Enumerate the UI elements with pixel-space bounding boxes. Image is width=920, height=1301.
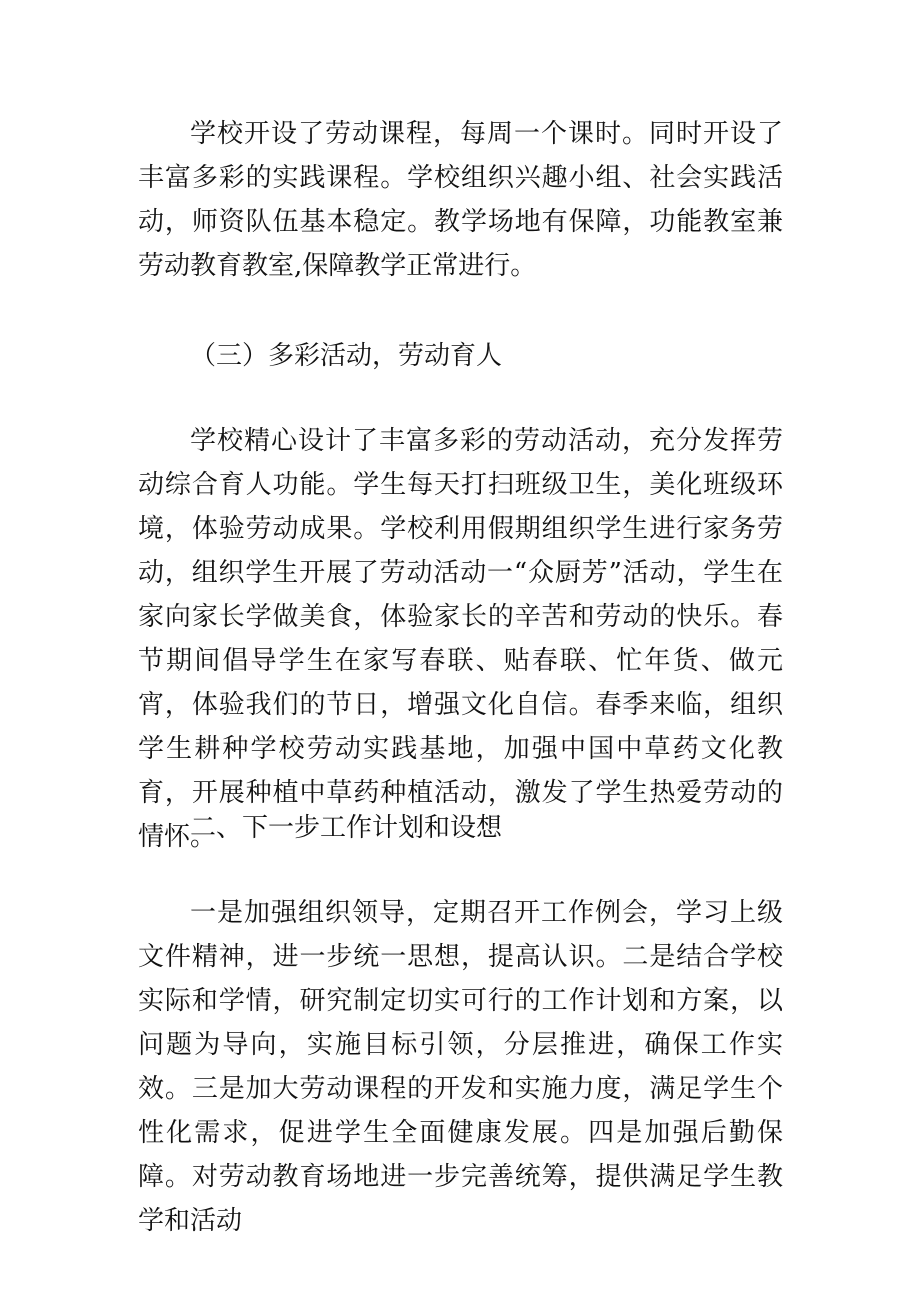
paragraph-labor-activities: 学校精心设计了丰富多彩的劳动活动，充分发挥劳动综合育人功能。学生每天打扫班级卫生，美化班级环境，体验劳动成果。学校利用假期组织学生进行家务劳动，组织学生开展了劳动活动一“众厨芳”活动，学生在家向家长学做美食，体验家长的辛苦和劳动的快乐。春节期间倡导学生在家写春联、贴春联、忙年货、做元宵，体验我们的节日，增强文化自信。春季来临，组织学生耕种学校劳动实践基地，加强中国中草药文化教育，开展种植中草药种植活动，激发了学生热爱劳动的情怀。 xyxy=(138,426,783,852)
paragraph-labor-courses: 学校开设了劳动课程，每周一个课时。同时开设了丰富多彩的实践课程。学校组织兴趣小组、社会实践活动，师资队伍基本稳定。教学场地有保障，功能教室兼劳动教育教室,保障教学正常进行。 xyxy=(138,119,783,281)
section-heading-next-steps: 二、下一步工作计划和设想 xyxy=(190,813,503,843)
section-heading-activities: （三）多彩活动，劳动育人 xyxy=(190,341,503,371)
paragraph-work-plan: 一是加强组织领导，定期召开工作例会，学习上级文件精神，进一步统一思想，提高认识。二是结合学校实际和学情，研究制定切实可行的工作计划和方案，以问题为导向，实施目标引领，分层推进，确保工作实效。三是加大劳动课程的开发和实施力度，满足学生个性化需求，促进学生全面健康发展。四是加强后勤保障。对劳动教育场地进一步完善统筹，提供满足学生教学和活动 xyxy=(138,898,783,1236)
